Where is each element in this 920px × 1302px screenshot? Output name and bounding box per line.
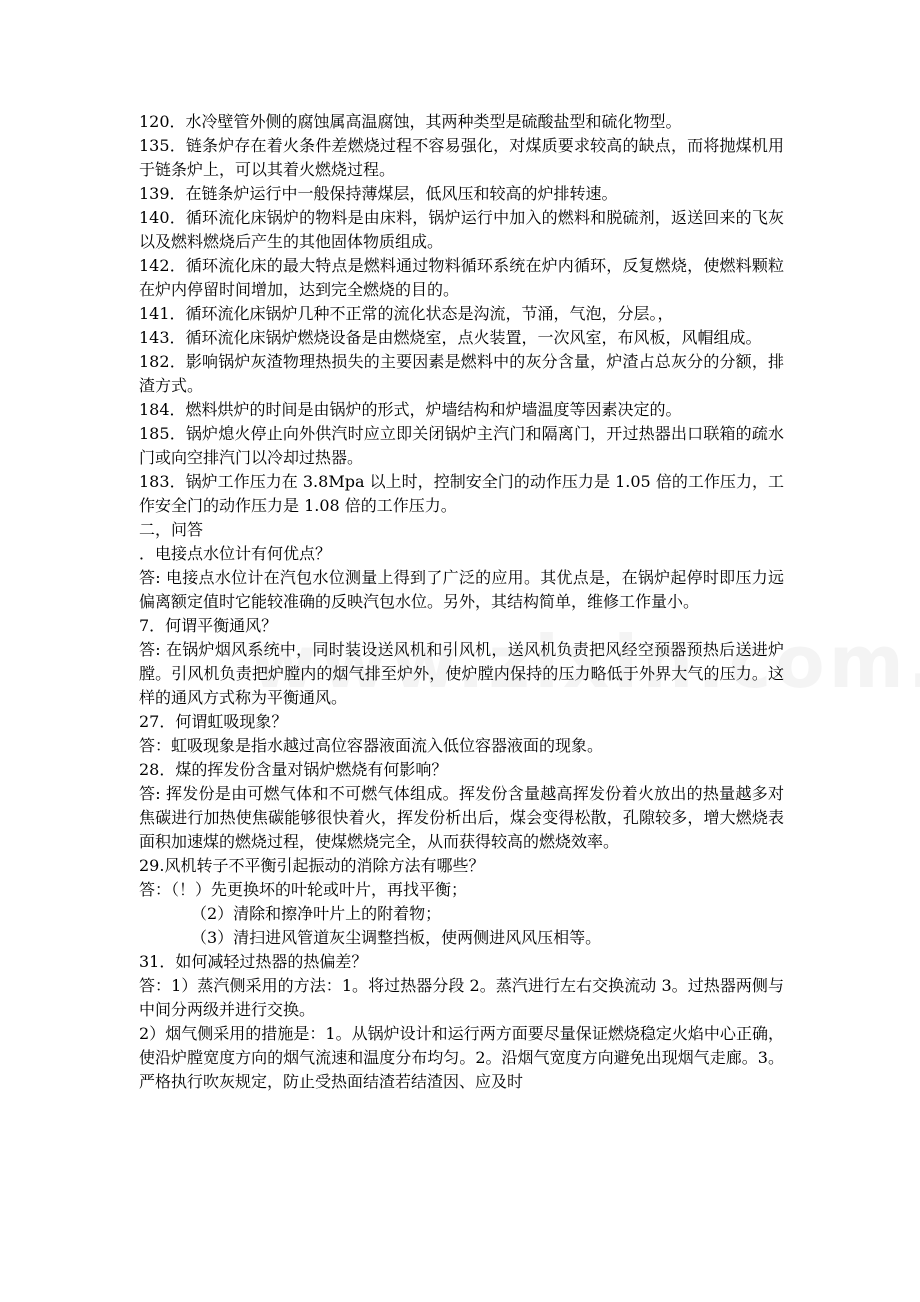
paragraph: ．电接点水位计有何优点？ xyxy=(139,544,332,563)
paragraph: 141．循环流化床锅炉几种不正常的流化状态是沟流，节涌，气泡，分层。， xyxy=(139,304,674,323)
paragraph: 7．何谓平衡通风？ xyxy=(139,616,278,635)
paragraph: 29.风机转子不平衡引起振动的消除方法有哪些？ xyxy=(139,856,485,875)
paragraph: 185．锅炉熄火停止向外供汽时应立即关闭锅炉主汽门和隔离门，开过热器出口联箱的疏水门或向空排汽门以冷却过热器。 xyxy=(139,424,784,467)
paragraph: 二，问答 xyxy=(139,520,204,539)
paragraph: 答：1）蒸汽侧采用的方法：1。将过热器分段 2。蒸汽进行左右交换流动 3。过热器两侧与中间分两级并进行交换。 xyxy=(139,976,784,1019)
paragraph: 答: 在锅炉烟风系统中，同时装设送风机和引风机，送风机负责把风经空预器预热后送进炉膛。引风机负责把炉膛内的烟气排至炉外，使炉膛内保持的压力略低于外界大气的压力。这样的通风方式称为平衡通风。 xyxy=(139,640,784,707)
paragraph: 答: 电接点水位计在汽包水位测量上得到了广泛的应用。其优点是，在锅炉起停时即压力远偏离额定值时它能较准确的反映汽包水位。另外，其结构简单，维修工作量小。 xyxy=(139,568,784,611)
paragraph: 184．燃料烘炉的时间是由锅炉的形式，炉墙结构和炉墙温度等因素决定的。 xyxy=(139,400,682,419)
paragraph: 139．在链条炉运行中一般保持薄煤层，低风压和较高的炉排转速。 xyxy=(139,184,618,203)
paragraph: 答：（！）先更换坏的叶轮或叶片，再找平衡； xyxy=(139,880,468,899)
paragraph: 31．如何减轻过热器的热偏差？ xyxy=(139,952,368,971)
paragraph: 答: 挥发份是由可燃气体和不可燃气体组成。挥发份含量越高挥发份着火放出的热量越多对焦碳进行加热使焦碳能够很快着火，挥发份析出后，煤会变得松散，孔隙较多，增大燃烧表面积加速煤的燃烧过程，使煤燃烧完全，从而获得较高的燃烧效率。 xyxy=(139,784,784,851)
paragraph: （3）清扫进风管道灰尘调整挡板，使两侧进风风压相等。 xyxy=(191,928,602,947)
paragraph: 28．煤的挥发份含量对锅炉燃烧有何影响？ xyxy=(139,760,448,779)
document-body xyxy=(139,110,784,1094)
paragraph: 183．锅炉工作压力在 3.8Mpa 以上时，控制安全门的动作压力是 1.05 倍的工作压力，工作安全门的动作压力是 1.08 倍的工作压力。 xyxy=(139,472,784,515)
paragraph: 2）烟气侧采用的措施是：1。从锅炉设计和运行两方面要尽量保证燃烧稳定火焰中心正确，使沿炉膛宽度方向的烟气流速和温度分布均匀。2。沿烟气宽度方向避免出现烟气走廊。3。严格执行吹灰规定，防止受热面结渣若结渣因、应及时 xyxy=(139,1024,784,1091)
paragraph: 27．何谓虹吸现象？ xyxy=(139,712,288,731)
paragraph: 143．循环流化床锅炉燃烧设备是由燃烧室，点火装置，一次风室，布风板，风帽组成。 xyxy=(139,328,762,347)
paragraph: （2）清除和擦净叶片上的附着物； xyxy=(191,904,442,923)
paragraph: 135．链条炉存在着火条件差燃烧过程不容易强化，对煤质要求较高的缺点，而将抛煤机用于链条炉上，可以其着火燃烧过程。 xyxy=(139,136,784,179)
paragraph: 140．循环流化床锅炉的物料是由床料，锅炉运行中加入的燃料和脱硫剂，返送回来的飞灰以及燃料燃烧后产生的其他固体物质组成。 xyxy=(139,208,784,251)
paragraph: 142．循环流化床的最大特点是燃料通过物料循环系统在炉内循环，反复燃烧，使燃料颗粒在炉内停留时间增加，达到完全燃烧的目的。 xyxy=(139,256,784,299)
paragraph: 120．水冷壁管外侧的腐蚀属高温腐蚀，其两种类型是硫酸盐型和硫化物型。 xyxy=(139,112,682,131)
paragraph: 182．影响锅炉灰渣物理热损失的主要因素是燃料中的灰分含量，炉渣占总灰分的分额，排渣方式。 xyxy=(139,352,784,395)
paragraph: 答：虹吸现象是指水越过高位容器液面流入低位容器液面的现象。 xyxy=(139,736,604,755)
